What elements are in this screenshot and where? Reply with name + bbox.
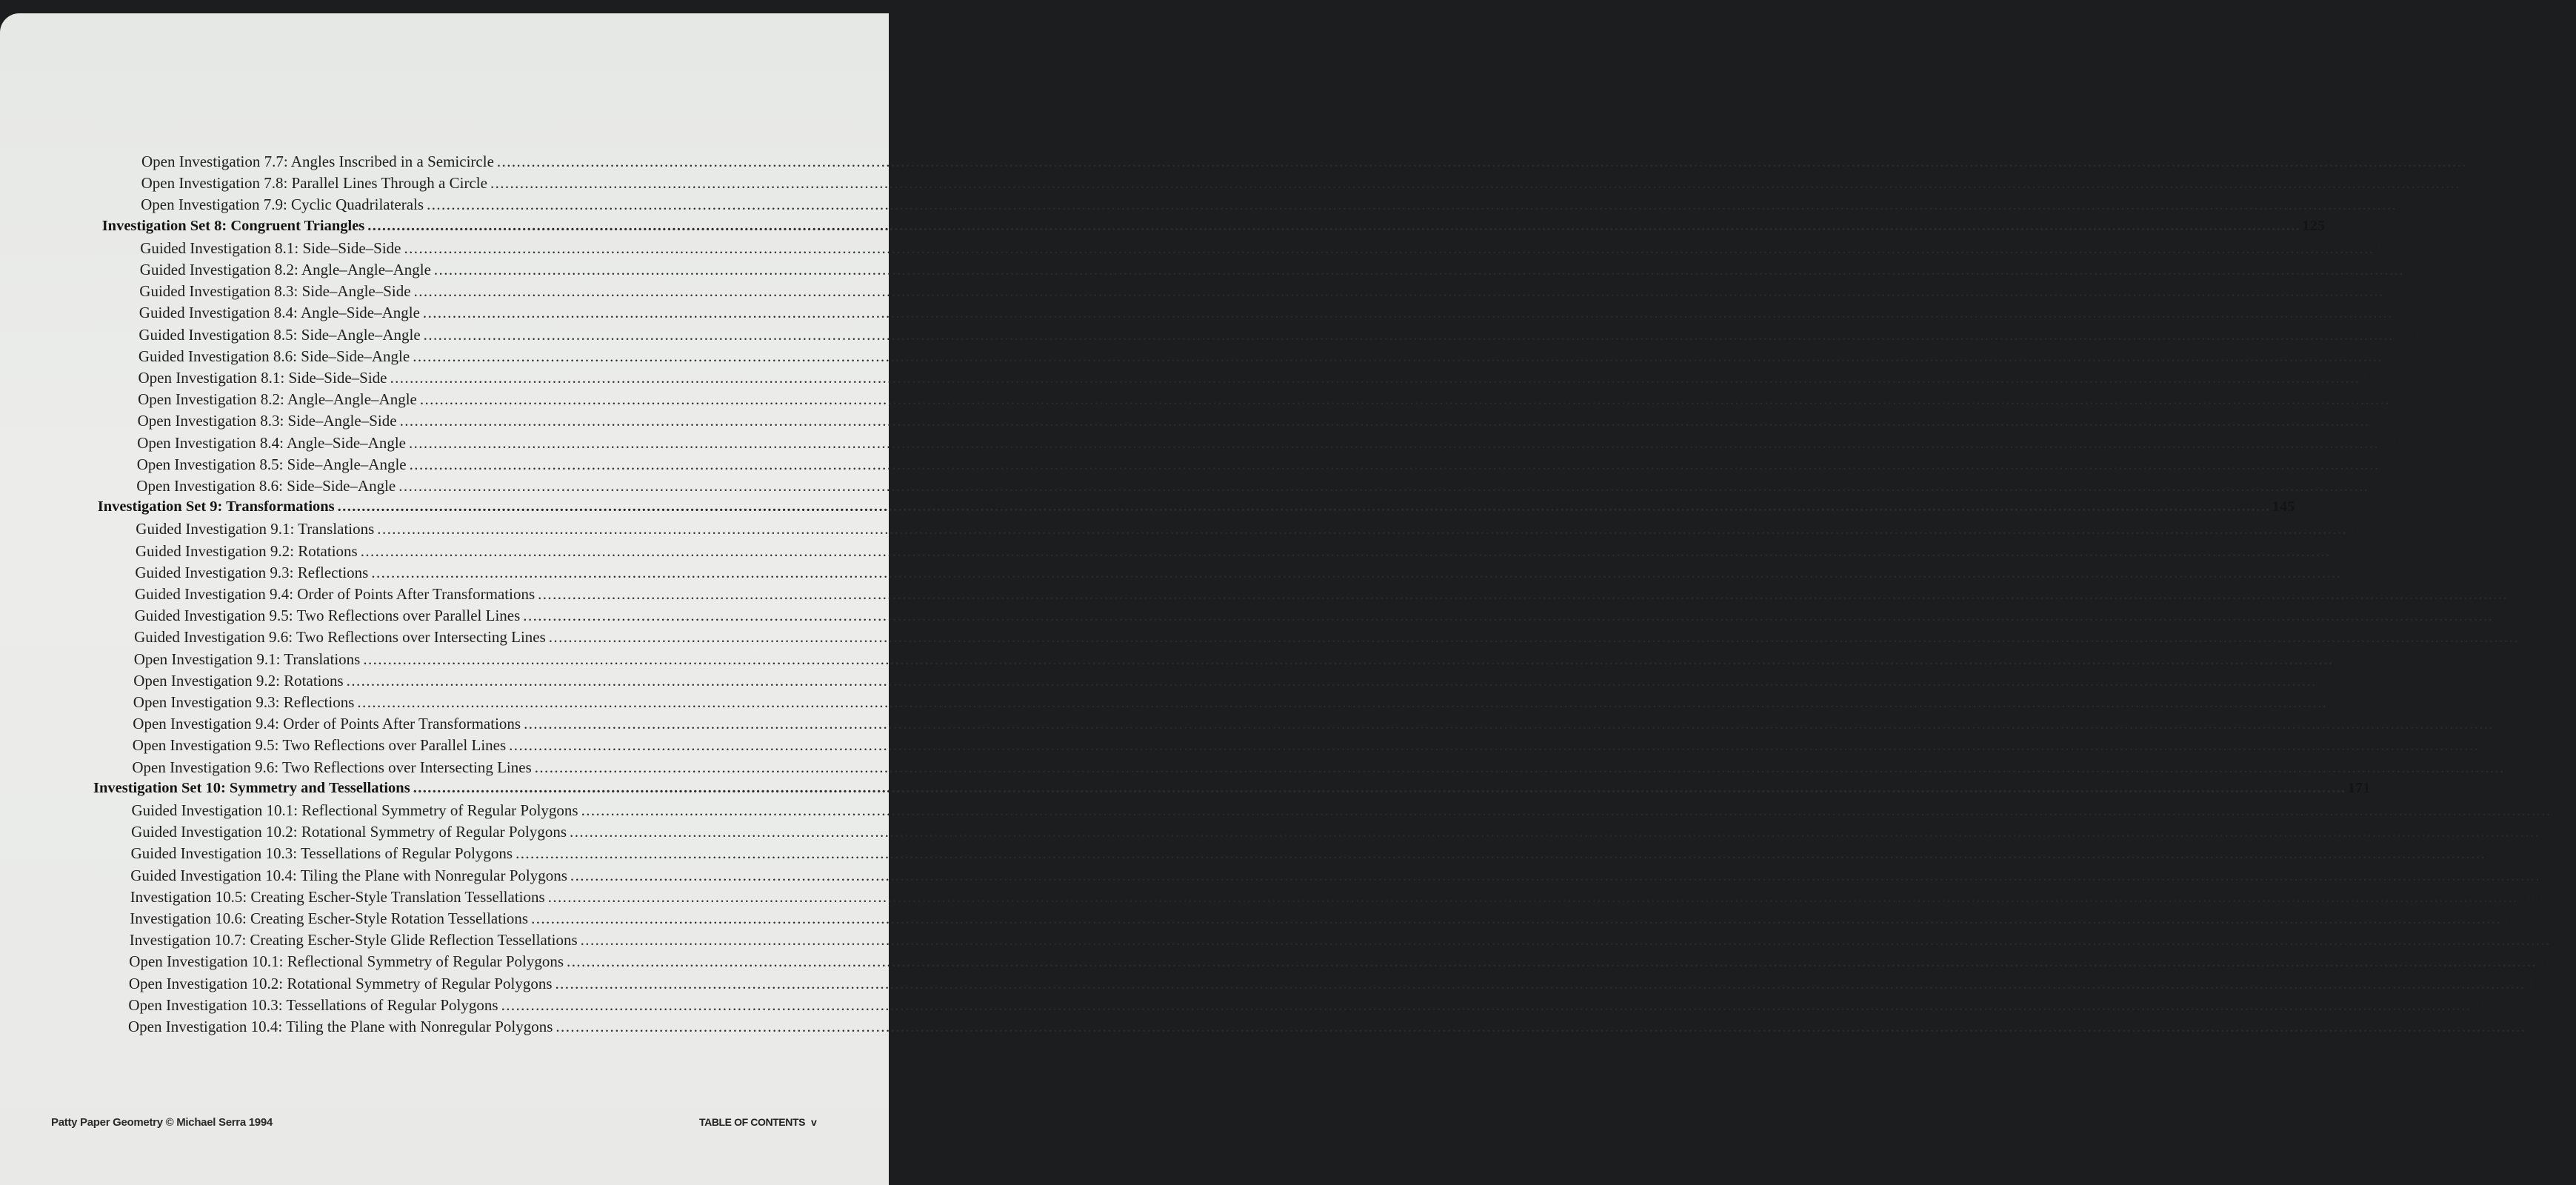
toc-entry-title: Open Investigation 8.5: Side–Angle–Angle [136, 455, 407, 473]
toc-entry-page: 171 [2347, 779, 2371, 796]
toc-entry-page: 174 [2552, 801, 2576, 819]
toc-entry-page: 135 [2380, 433, 2404, 452]
toc-entry-page: 129 [2394, 304, 2418, 322]
toc-entry-title: Investigation Set 9: Transformations [97, 498, 335, 515]
toc-leader-dots: ................................................................................................................................................................................................................................................................................................................................................................................................................ [490, 174, 2460, 193]
toc-entry [138, 347, 2408, 366]
toc-entry-title: Guided Investigation 8.6: Side–Side–Angle [138, 347, 410, 365]
toc-entry-page: 145 [2272, 498, 2295, 515]
toc-leader-dots: ................................................................................................................................................................................................................................................................................................................................................................................................................ [423, 325, 2394, 344]
toc-leader-dots: ................................................................................................................................................................................................................................................................................................................................................................................................................ [427, 196, 2398, 214]
toc-entry [128, 974, 2550, 993]
toc-entry-title: Open Investigation 9.4: Order of Points After Transformations [133, 715, 521, 733]
toc-entry-title: Guided Investigation 8.5: Side–Angle–Angle [139, 325, 421, 344]
toc-entry-title: Open Investigation 8.2: Angle–Angle–Angle [138, 390, 417, 409]
toc-entry-page: 118 [2468, 153, 2492, 170]
toc-entry [138, 390, 2415, 409]
toc-entry [128, 1018, 2551, 1036]
toc-leader-dots: ................................................................................................................................................................................................................................................................................................................................................................................................................ [409, 455, 2380, 473]
toc-entry-page: 133 [2391, 390, 2415, 409]
toc-leader-dots: ................................................................................................................................................................................................................................................................................................................................................................................................................ [567, 952, 2537, 971]
toc-leader-dots: ................................................................................................................................................................................................................................................................................................................................................................................................................ [419, 390, 2390, 409]
toc-entry-title: Open Investigation 7.7: Angles Inscribed in a Semicircle [141, 153, 494, 170]
toc-entry [135, 563, 2366, 582]
toc-entry-page: 160 [2480, 736, 2504, 755]
toc-leader-dots: ................................................................................................................................................................................................................................................................................................................................................................................................................ [377, 520, 2348, 538]
toc-entry [137, 412, 2395, 430]
toc-leader-dots: ................................................................................................................................................................................................................................................................................................................................................................................................................ [398, 477, 2369, 495]
toc-leader-dots: ................................................................................................................................................................................................................................................................................................................................................................................................................ [523, 607, 2494, 625]
toc-leader-dots: ................................................................................................................................................................................................................................................................................................................................................................................................................ [433, 261, 2404, 278]
toc-leader-dots: ................................................................................................................................................................................................................................................................................................................................................................................................................ [404, 238, 2375, 257]
toc-entry-title: Guided Investigation 10.1: Reflectional Symmetry of Regular Polygons [131, 801, 578, 819]
toc-entry-title: Guided Investigation 9.6: Two Reflections over Intersecting Lines [134, 628, 546, 647]
toc-entry-title: Open Investigation 10.2: Rotational Symmetry of Regular Polygons [128, 974, 553, 992]
toc-section-entry [93, 779, 2371, 797]
toc-entry [141, 196, 2421, 214]
toc-leader-dots: ................................................................................................................................................................................................................................................................................................................................................................................................................ [555, 974, 2526, 992]
toc-entry [131, 823, 2565, 841]
toc-entry-page: 130 [2395, 325, 2419, 344]
toc-section-entry [97, 498, 2295, 515]
toc-leader-dots: ................................................................................................................................................................................................................................................................................................................................................................................................................ [581, 801, 2552, 819]
toc-entry [129, 952, 2562, 971]
toc-leader-dots: ................................................................................................................................................................................................................................................................................................................................................................................................................ [346, 671, 2317, 690]
toc-entry-title: Open Investigation 10.3: Tessellations of Regular Polygons [128, 995, 498, 1014]
toc-leader-dots: ................................................................................................................................................................................................................................................................................................................................................................................................................ [580, 931, 2551, 949]
toc-entry-page: 154 [2520, 628, 2544, 647]
toc-entry-page: 119 [2398, 196, 2421, 214]
toc-entry [130, 909, 2526, 928]
toc-entry-page: 146 [2349, 520, 2372, 538]
toc-entry [139, 325, 2419, 344]
toc-entry-title: Guided Investigation 9.2: Rotations [135, 541, 358, 560]
toc-entry-title: Guided Investigation 9.1: Translations [136, 520, 375, 538]
toc-entry-title: Investigation Set 10: Symmetry and Tessellations [93, 779, 410, 796]
toc-leader-dots: ................................................................................................................................................................................................................................................................................................................................................................................................................ [363, 650, 2334, 668]
toc-leader-dots: ................................................................................................................................................................................................................................................................................................................................................................................................................ [547, 887, 2518, 906]
toc-entry [130, 866, 2566, 885]
toc-entry-title: Open Investigation 9.6: Two Reflections over Intersecting Lines [132, 758, 532, 776]
toc-leader-dots: ................................................................................................................................................................................................................................................................................................................................................................................................................ [337, 498, 2271, 515]
toc-leader-dots: ................................................................................................................................................................................................................................................................................................................................................................................................................ [570, 823, 2540, 841]
toc-entry-page: 155 [2335, 650, 2358, 668]
toc-entry [138, 369, 2385, 387]
toc-entry [136, 455, 2405, 474]
toc-entry-title: Open Investigation 9.5: Two Reflections over Parallel Lines [132, 736, 507, 755]
toc-entry [140, 238, 2399, 258]
toc-leader-dots: ................................................................................................................................................................................................................................................................................................................................................................................................................ [371, 563, 2342, 581]
toc-leader-dots: ................................................................................................................................................................................................................................................................................................................................................................................................................ [534, 758, 2505, 776]
toc-entry-title: Guided Investigation 8.4: Angle–Side–Angle [139, 304, 420, 322]
toc-entry-title: Open Investigation 10.1: Reflectional Symmetry of Regular Polygons [129, 952, 564, 971]
toc-entry-page: 185 [2552, 931, 2576, 949]
toc-entry-title: Open Investigation 7.8: Parallel Lines Through a Circle [141, 174, 487, 193]
toc-entry-page: 156 [2318, 671, 2342, 690]
toc-leader-dots: ................................................................................................................................................................................................................................................................................................................................................................................................................ [509, 736, 2480, 755]
toc-leader-dots: ................................................................................................................................................................................................................................................................................................................................................................................................................ [496, 153, 2467, 170]
toc-leader-dots: ................................................................................................................................................................................................................................................................................................................................................................................................................ [367, 217, 2301, 234]
footer-copyright: Patty Paper Geometry © Michael Serra 1994 [51, 1116, 273, 1129]
toc-entry-page: 128 [2385, 282, 2409, 301]
toc-entry [132, 758, 2530, 777]
toc-entry [133, 650, 2358, 669]
toc-entry-title: Open Investigation 9.2: Rotations [133, 671, 344, 690]
toc-entry-page: 152 [2509, 585, 2533, 603]
toc-entry [139, 261, 2429, 279]
toc-entry [130, 887, 2543, 907]
toc-entry-title: Open Investigation 7.9: Cyclic Quadrilaterals [141, 196, 424, 214]
toc-leader-dots: ................................................................................................................................................................................................................................................................................................................................................................................................................ [501, 995, 2472, 1014]
toc-entry-title: Guided Investigation 8.2: Angle–Angle–Angle [139, 261, 431, 278]
toc-entry [133, 671, 2342, 690]
toc-entry [133, 715, 2519, 733]
toc-entry-title: Guided Investigation 8.1: Side–Side–Side [140, 238, 401, 257]
toc-entry [130, 844, 2511, 863]
toc-entry-title: Guided Investigation 10.4: Tiling the Plane with Nonregular Polygons [130, 866, 567, 884]
toc-entry-page: 176 [2487, 844, 2511, 863]
footer-section-title: TABLE OF CONTENTS [699, 1116, 806, 1128]
toc-entry-page: 132 [2361, 369, 2385, 387]
toc-entry-page: 178 [2541, 866, 2566, 884]
toc-leader-dots: ................................................................................................................................................................................................................................................................................................................................................................................................................ [538, 585, 2509, 603]
toc-entry [139, 282, 2409, 301]
toc-entry [136, 477, 2394, 495]
toc-entry-page: 159 [2495, 715, 2519, 733]
toc-entry-title: Investigation 10.6: Creating Escher-Style Rotation Tessellations [130, 909, 529, 927]
toc-entry-page: 127 [2405, 261, 2429, 278]
toc-entry-title: Guided Investigation 10.3: Tessellations of Regular Polygons [130, 844, 513, 863]
toc-entry-page: 134 [2371, 412, 2395, 430]
toc-entry-title: Investigation 10.7: Creating Escher-Style Glide Reflection Tessellations [129, 931, 578, 949]
footer-section-label [699, 1116, 816, 1128]
toc-entry-title: Guided Investigation 10.2: Rotational Symmetry of Regular Polygons [131, 823, 567, 841]
toc-entry-page: 161 [2506, 758, 2530, 776]
toc-entry-title: Investigation Set 8: Congruent Triangles [101, 217, 365, 234]
toc-entry [134, 607, 2518, 625]
footer-page-numeral: v [811, 1116, 817, 1128]
toc-leader-dots: ................................................................................................................................................................................................................................................................................................................................................................................................................ [413, 282, 2384, 301]
toc-entry-title: Open Investigation 8.6: Side–Side–Angle [136, 477, 396, 495]
toc-entry-title: Guided Investigation 8.3: Side–Angle–Side [139, 282, 411, 301]
toc-entry [132, 736, 2504, 755]
toc-entry [135, 585, 2533, 604]
table-of-contents [0, 13, 2576, 1185]
toc-entry [128, 995, 2497, 1015]
toc-entry [133, 693, 2352, 712]
toc-entry-page: 180 [2519, 887, 2543, 906]
toc-entry [131, 801, 2576, 820]
toc-entry [141, 153, 2492, 171]
toc-entry-page: 148 [2332, 541, 2356, 560]
toc-entry-title: Guided Investigation 9.5: Two Reflections over Parallel Lines [134, 607, 521, 625]
toc-entry-page: 150 [2343, 563, 2366, 581]
toc-leader-dots: ................................................................................................................................................................................................................................................................................................................................................................................................................ [357, 693, 2328, 711]
toc-entry [139, 304, 2418, 322]
toc-entry-page: 126 [2375, 238, 2399, 257]
toc-entry-page: 125 [2302, 217, 2326, 234]
toc-entry-page: 137 [2370, 477, 2394, 495]
toc-entry-page: 190 [2472, 995, 2497, 1014]
toc-entry [129, 931, 2576, 949]
toc-entry-page: 153 [2495, 607, 2518, 625]
toc-entry-title: Open Investigation 8.1: Side–Side–Side [138, 369, 387, 387]
toc-leader-dots: ................................................................................................................................................................................................................................................................................................................................................................................................................ [422, 304, 2393, 322]
toc-entry-page: 175 [2541, 823, 2565, 841]
toc-leader-dots: ................................................................................................................................................................................................................................................................................................................................................................................................................ [570, 866, 2540, 884]
toc-leader-dots: ................................................................................................................................................................................................................................................................................................................................................................................................................ [360, 541, 2331, 560]
toc-entry-title: Investigation 10.5: Creating Escher-Style Translation Tessellations [130, 887, 545, 906]
toc-entry-page: 131 [2384, 347, 2408, 365]
toc-entry-page: 191 [2527, 1018, 2551, 1035]
toc-entry [135, 541, 2356, 561]
toc-leader-dots: ................................................................................................................................................................................................................................................................................................................................................................................................................ [399, 412, 2370, 430]
toc-entry-page: 183 [2503, 909, 2526, 927]
toc-leader-dots: ................................................................................................................................................................................................................................................................................................................................................................................................................ [524, 715, 2495, 733]
book-page [0, 13, 2576, 1185]
toc-leader-dots: ................................................................................................................................................................................................................................................................................................................................................................................................................ [413, 779, 2346, 796]
toc-entry [137, 433, 2404, 453]
toc-entry-page: 158 [2329, 693, 2352, 711]
toc-entry-title: Open Investigation 8.4: Angle–Side–Angle [137, 433, 406, 452]
toc-entry-title: Open Investigation 9.3: Reflections [133, 693, 355, 711]
toc-entry-title: Open Investigation 9.1: Translations [133, 650, 361, 668]
toc-entry-title: Guided Investigation 9.3: Reflections [135, 563, 369, 581]
toc-entry-page: 188 [2538, 952, 2562, 971]
toc-entry [141, 174, 2485, 193]
toc-leader-dots: ................................................................................................................................................................................................................................................................................................................................................................................................................ [548, 628, 2519, 647]
toc-leader-dots: ................................................................................................................................................................................................................................................................................................................................................................................................................ [408, 433, 2379, 452]
toc-leader-dots: ................................................................................................................................................................................................................................................................................................................................................................................................................ [413, 347, 2383, 365]
toc-leader-dots: ................................................................................................................................................................................................................................................................................................................................................................................................................ [531, 909, 2502, 927]
toc-leader-dots: ................................................................................................................................................................................................................................................................................................................................................................................................................ [515, 844, 2486, 863]
toc-entry-title: Open Investigation 10.4: Tiling the Plane with Nonregular Polygons [128, 1018, 553, 1035]
toc-entry-page: 119 [2461, 174, 2485, 193]
toc-leader-dots: ................................................................................................................................................................................................................................................................................................................................................................................................................ [555, 1018, 2526, 1035]
toc-entry-page: 136 [2380, 455, 2405, 473]
toc-entry [134, 628, 2544, 647]
toc-entry-page: 189 [2526, 974, 2550, 992]
toc-section-entry [101, 217, 2326, 235]
toc-entry-title: Open Investigation 8.3: Side–Angle–Side [137, 412, 397, 430]
toc-leader-dots: ................................................................................................................................................................................................................................................................................................................................................................................................................ [390, 369, 2360, 387]
toc-entry-title: Guided Investigation 9.4: Order of Points After Transformations [135, 585, 535, 603]
toc-entry [136, 520, 2372, 538]
